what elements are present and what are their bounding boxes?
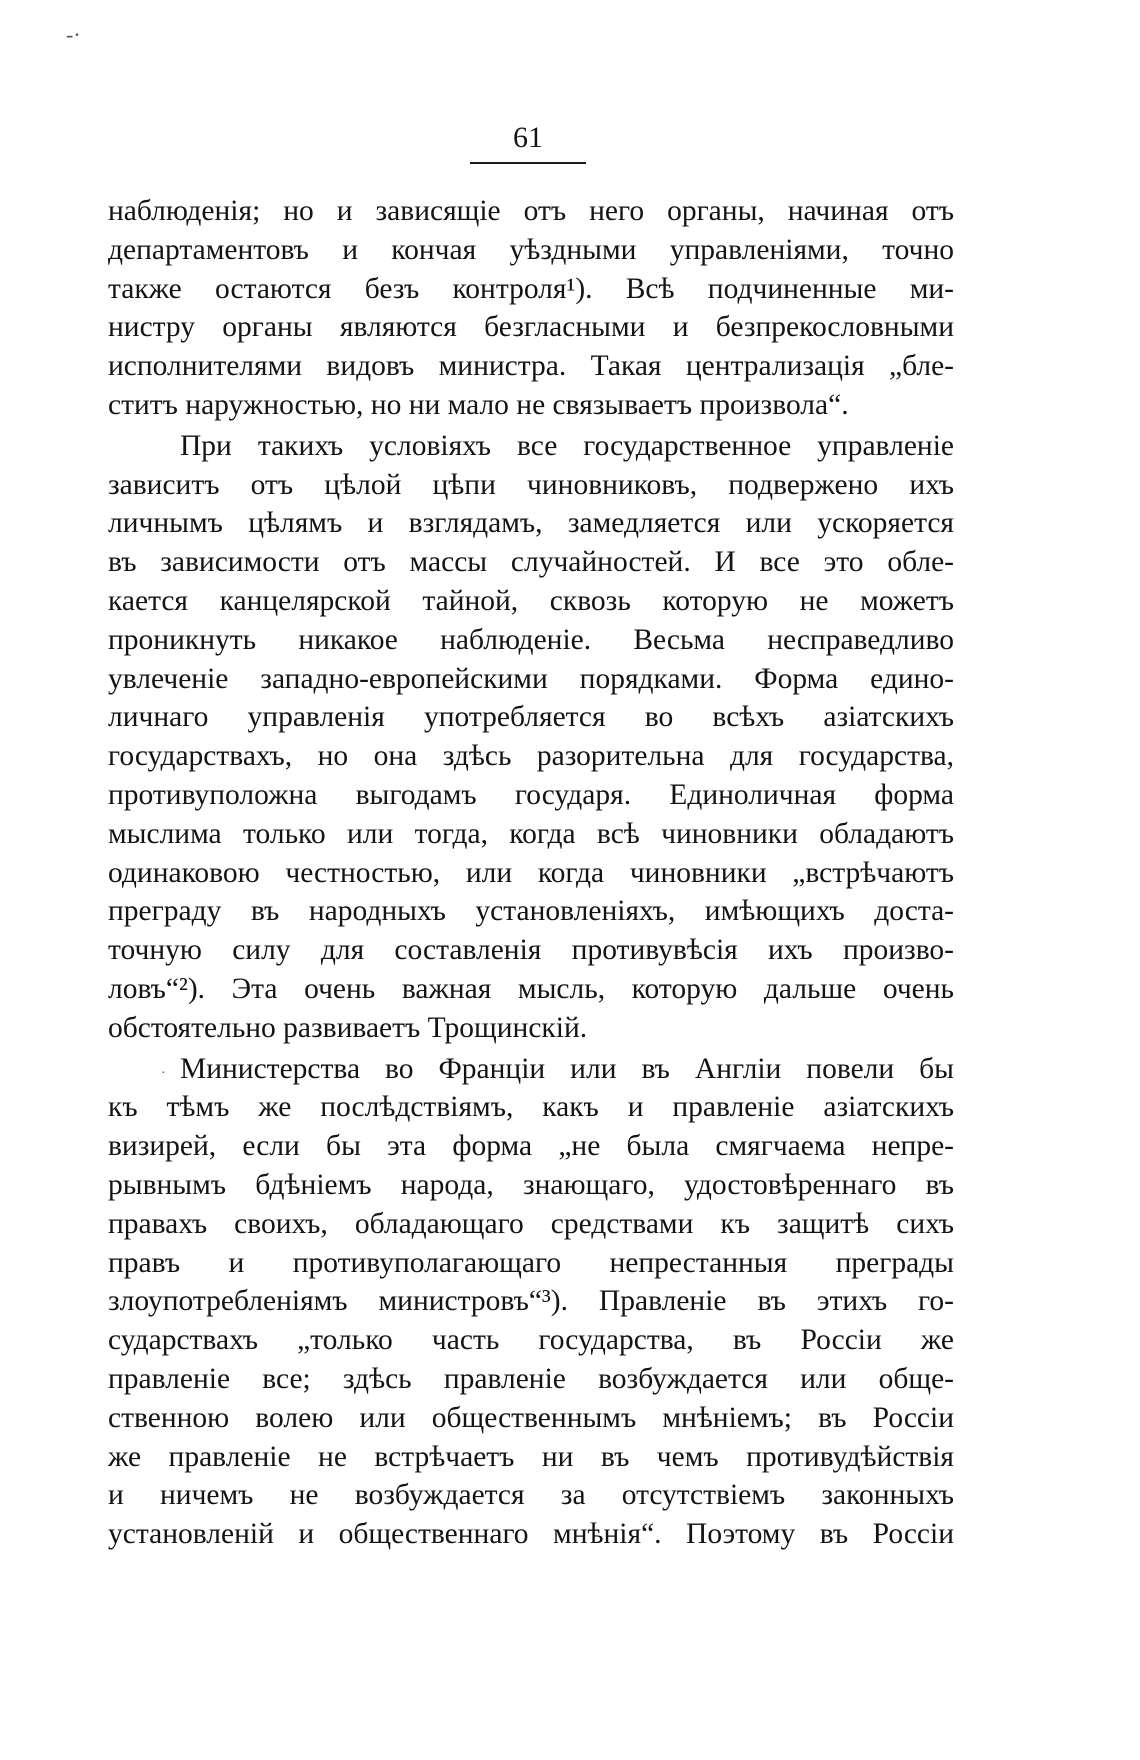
text-line: личнаго управленія употребляется во всѣхъ азіатскихъ	[108, 701, 954, 734]
text-line: рывнымъ бдѣніемъ народа, знающаго, удостовѣреннаго въ	[108, 1168, 954, 1201]
text-line: и ничемъ не возбуждается за отсутствіемъ законныхъ	[108, 1479, 954, 1512]
text-line: государствахъ, но она здѣсь разорительна для государства,	[108, 740, 954, 773]
text-line: злоупотребленіямъ министровъ“³). Правленіе въ этихъ го-	[108, 1285, 954, 1318]
text-line: нистру органы являются безгласными и безпрекословными	[108, 311, 954, 344]
text-line: мыслима только или тогда, когда всѣ чиновники обладаютъ	[108, 817, 954, 850]
text-line: правленіе все; здѣсь правленіе возбуждается или обще-	[108, 1362, 954, 1395]
page-number: 61	[470, 118, 586, 164]
paragraph-2	[108, 427, 954, 1048]
text-line: личнымъ цѣлямъ и взглядамъ, замедляется или ускоряется	[108, 507, 954, 540]
text-line: проникнуть никакое наблюденіе. Весьма несправедливо	[108, 623, 954, 656]
text-line: департаментовъ и кончая уѣздными управленіями, точно	[108, 233, 954, 266]
text-line: сударствахъ „только часть государства, въ Россіи же	[108, 1324, 954, 1357]
text-line: увлеченіе западно-европейскими порядками. Форма едино-	[108, 662, 954, 695]
paragraph-1	[108, 192, 954, 425]
text-line: исполнителями видовъ министра. Такая централизація „бле-	[108, 350, 954, 383]
text-line: правахъ своихъ, обладающаго средствами къ защитѣ сихъ	[108, 1207, 954, 1240]
text-line: одинаковою честностью, или когда чиновники „встрѣчаютъ	[108, 856, 954, 889]
text-line: преграду въ народныхъ установленіяхъ, имѣющихъ доста-	[108, 895, 954, 928]
text-line: къ тѣмъ же послѣдствіямъ, какъ и правленіе азіатскихъ	[108, 1091, 954, 1124]
text-line: наблюденія; но и зависящіе отъ него органы, начиная отъ	[108, 195, 954, 227]
text-line: ственною волею или общественнымъ мнѣніемъ; въ Россіи	[108, 1401, 954, 1434]
body-text	[108, 192, 954, 1554]
text-line: ловъ“²). Эта очень важная мысль, которую дальше очень	[108, 972, 954, 1005]
text-line: же правленіе не встрѣчаетъ ни въ чемъ противудѣйствія	[108, 1440, 954, 1473]
text-line: правъ и противуполагающаго непрестанныя преграды	[108, 1246, 954, 1279]
text-line: точную силу для составленія противувѣсія ихъ произво-	[108, 934, 954, 967]
text-line: кается канцелярской тайной, сквозь которую не можетъ	[108, 584, 954, 617]
text-line: обстоятельно развиваетъ Трощинскій.	[108, 1011, 588, 1044]
text-line: противуположна выгодамъ государя. Единоличная форма	[108, 778, 954, 811]
text-line: Министерства во Франціи или въ Англіи повели бы	[180, 1052, 954, 1085]
text-line: визирей, если бы эта форма „не была смягчаема непре-	[108, 1130, 954, 1163]
text-line: При такихъ условіяхъ все государственное управленіе	[180, 429, 954, 462]
paragraph-3	[108, 1050, 954, 1554]
bullet-mark: ·	[161, 1066, 166, 1081]
corner-mark: -·	[66, 22, 81, 47]
text-line: въ зависимости отъ массы случайностей. И все это обле-	[108, 546, 954, 579]
text-line: ститъ наружностью, но ни мало не связываетъ произвола“.	[108, 388, 849, 421]
text-line: зависитъ отъ цѣлой цѣпи чиновниковъ, подвержено ихъ	[108, 468, 954, 501]
text-line: установленій и общественнаго мнѣнія“. Поэтому въ Россіи	[108, 1518, 954, 1551]
text-line: также остаются безъ контроля¹). Всѣ подчиненные ми-	[108, 272, 954, 305]
